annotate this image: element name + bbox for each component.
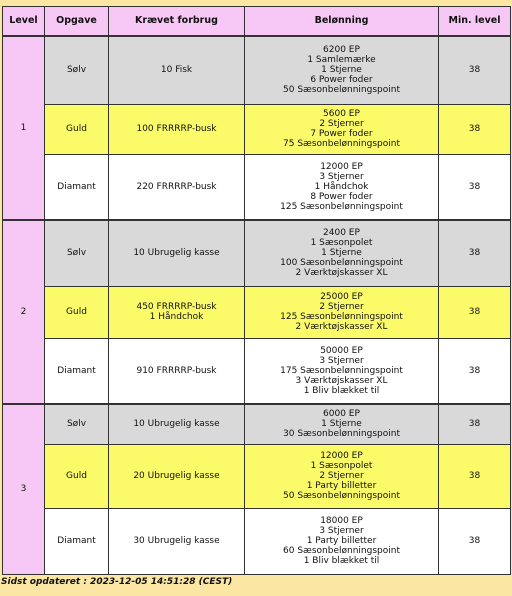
reward-cell <box>245 404 439 444</box>
task-cell: Guld <box>45 286 109 338</box>
required-cell <box>109 36 245 104</box>
reward-line: 6200 EP <box>323 45 360 56</box>
reward-line: 2 Stjerner <box>319 471 364 481</box>
level-cell: 3 <box>3 404 45 574</box>
reward-table <box>2 6 511 575</box>
min-level-cell: 38 <box>439 508 511 574</box>
last-updated: Sidst opdateret : 2023-12-05 14:51:28 (CEST) <box>1 577 233 587</box>
task-cell: Sølv <box>45 404 109 444</box>
min-level-cell: 38 <box>439 404 511 444</box>
header-row <box>3 7 511 37</box>
required-line: 1 Håndchok <box>149 312 204 322</box>
task-cell: Sølv <box>45 220 109 286</box>
header-min-level: Min. level <box>439 7 511 37</box>
required-cell <box>109 508 245 574</box>
task-cell: Guld <box>45 444 109 508</box>
required-cell <box>109 404 245 444</box>
required-cell <box>109 444 245 508</box>
required-line: 450 FRRRRP-busk <box>136 302 217 312</box>
reward-line: 125 Sæsonbelønningspoint <box>280 201 403 212</box>
reward-line: 2400 EP <box>323 228 360 239</box>
reward-line: 25000 EP <box>320 292 363 302</box>
level-cell: 1 <box>3 36 45 220</box>
header-reward: Belønning <box>245 7 439 37</box>
reward-line: 6 Power foder <box>310 75 373 86</box>
reward-cell <box>245 508 439 574</box>
reward-line: 3 Stjerner <box>319 526 364 536</box>
min-level-cell: 38 <box>439 338 511 404</box>
min-level-cell: 38 <box>439 286 511 338</box>
min-level-cell: 38 <box>439 154 511 220</box>
table-row <box>3 444 511 508</box>
reward-cell <box>245 36 439 104</box>
reward-cell <box>245 104 439 154</box>
required-line: 10 Ubrugelig kasse <box>133 248 220 259</box>
required-cell <box>109 154 245 220</box>
reward-line: 1 Stjerne <box>321 65 362 76</box>
task-cell: Diamant <box>45 508 109 574</box>
table-row <box>3 508 511 574</box>
required-cell <box>109 338 245 404</box>
required-cell <box>109 286 245 338</box>
reward-line: 50 Sæsonbelønningspoint <box>283 85 400 96</box>
task-cell: Sølv <box>45 36 109 104</box>
reward-line: 18000 EP <box>320 516 363 526</box>
reward-line: 30 Sæsonbelønningspoint <box>283 429 400 440</box>
reward-line: 8 Power foder <box>310 191 373 202</box>
table-row <box>3 36 511 104</box>
reward-line: 1 Håndchok <box>314 181 369 192</box>
task-cell: Diamant <box>45 154 109 220</box>
reward-cell <box>245 154 439 220</box>
reward-line: 1 Stjerne <box>321 419 362 430</box>
reward-line: 3 Stjerner <box>319 171 364 182</box>
reward-line: 125 Sæsonbelønningspoint <box>280 312 403 322</box>
required-line: 20 Ubrugelig kasse <box>133 471 220 481</box>
table-row <box>3 104 511 154</box>
task-cell: Diamant <box>45 338 109 404</box>
reward-line: 12000 EP <box>320 451 363 461</box>
table-row <box>3 404 511 444</box>
reward-line: 100 Sæsonbelønningspoint <box>280 258 403 269</box>
reward-line: 1 Party billetter <box>306 536 377 546</box>
header-level: Level <box>3 7 45 37</box>
reward-line: 1 Bliv blækket til <box>303 556 380 566</box>
min-level-cell: 38 <box>439 104 511 154</box>
reward-line: 12000 EP <box>320 161 363 172</box>
reward-line: 2 Stjerner <box>319 119 364 129</box>
reward-line: 5600 EP <box>323 109 360 119</box>
reward-line: 175 Sæsonbelønningspoint <box>280 365 403 376</box>
required-line: 100 FRRRRP-busk <box>136 124 217 134</box>
required-line: 10 Ubrugelig kasse <box>133 419 220 430</box>
min-level-cell: 38 <box>439 444 511 508</box>
header-required: Krævet forbrug <box>109 7 245 37</box>
reward-line: 6000 EP <box>323 409 360 420</box>
required-cell <box>109 220 245 286</box>
reward-line: 2 Værktøjskasser XL <box>295 322 388 332</box>
reward-line: 2 Stjerner <box>319 302 364 312</box>
reward-cell <box>245 220 439 286</box>
reward-cell <box>245 444 439 508</box>
reward-line: 1 Sæsonpolet <box>310 238 373 249</box>
reward-line: 3 Stjerner <box>319 355 364 366</box>
reward-line: 7 Power foder <box>310 129 373 139</box>
reward-line: 60 Sæsonbelønningspoint <box>283 546 400 556</box>
required-line: 220 FRRRRP-busk <box>136 181 217 192</box>
reward-line: 50000 EP <box>320 345 363 356</box>
header-task: Opgave <box>45 7 109 37</box>
reward-line: 1 Party billetter <box>306 481 377 491</box>
table-body <box>3 36 511 574</box>
reward-line: 50 Sæsonbelønningspoint <box>283 491 400 501</box>
reward-line: 1 Samlemærke <box>307 55 376 66</box>
min-level-cell: 38 <box>439 36 511 104</box>
table-row <box>3 220 511 286</box>
required-line: 30 Ubrugelig kasse <box>133 536 220 546</box>
reward-line: 1 Bliv blækket til <box>303 385 380 396</box>
reward-cell <box>245 286 439 338</box>
reward-line: 1 Sæsonpolet <box>310 461 373 471</box>
required-cell <box>109 104 245 154</box>
table-row <box>3 286 511 338</box>
reward-line: 2 Værktøjskasser XL <box>295 268 388 279</box>
level-cell: 2 <box>3 220 45 404</box>
table-row <box>3 154 511 220</box>
required-line: 910 FRRRRP-busk <box>136 365 217 376</box>
reward-line: 1 Stjerne <box>321 248 362 259</box>
task-cell: Guld <box>45 104 109 154</box>
required-line: 10 Fisk <box>160 65 193 76</box>
min-level-cell: 38 <box>439 220 511 286</box>
reward-line: 75 Sæsonbelønningspoint <box>283 139 400 149</box>
table-row <box>3 338 511 404</box>
reward-cell <box>245 338 439 404</box>
reward-line: 3 Værktøjskasser XL <box>295 375 388 386</box>
